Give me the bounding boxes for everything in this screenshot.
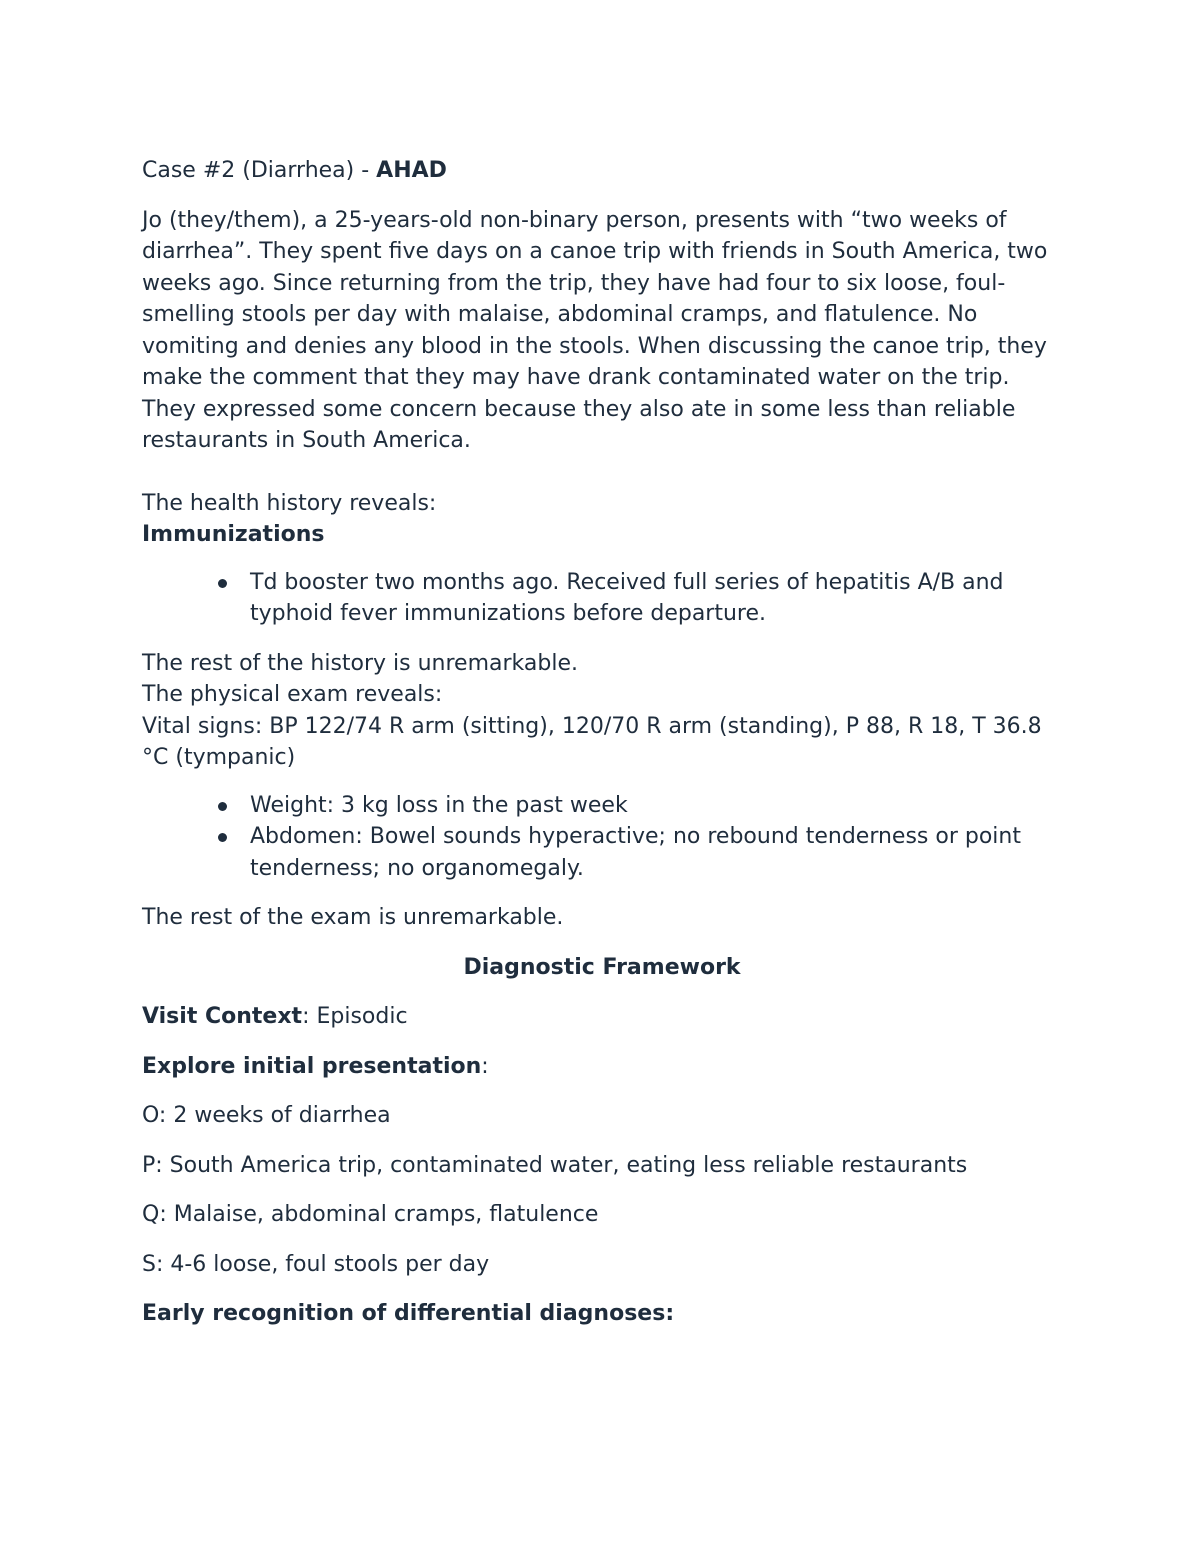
history-lead: The health history reveals: <box>142 490 437 516</box>
onset-line: O: 2 weeks of diarrhea <box>142 1103 391 1128</box>
severity-line: S: 4-6 loose, foul stools per day <box>142 1251 490 1277</box>
history-closing: The rest of the history is unremarkable. <box>142 650 578 676</box>
quality-line: Q: Malaise, abdominal cramps, flatulence <box>142 1202 599 1227</box>
visit-context-value: : Episodic <box>302 1004 408 1029</box>
document-page <box>142 155 1062 1330</box>
vital-signs: Vital signs: BP 122/74 R arm (sitting), 120/70 R arm (standing), P 88, R 18, T 36.8 °C (tympanic) <box>142 713 1042 770</box>
bullet-icon <box>218 833 227 842</box>
list-item <box>142 821 1062 884</box>
visit-context-label: Visit Context <box>142 1004 303 1029</box>
case-title-text: Case #2 (Diarrhea) - <box>142 158 377 183</box>
bullet-icon <box>218 802 227 811</box>
visit-context <box>142 1001 1062 1033</box>
explore-presentation <box>142 1051 1062 1083</box>
list-item <box>142 567 1062 630</box>
list-item <box>142 790 1062 822</box>
exam-list <box>142 790 1062 885</box>
explore-presentation-label: Explore initial presentation <box>142 1053 482 1079</box>
differential-heading-text: Early recognition of differential diagnoses: <box>142 1301 675 1326</box>
intro-paragraph: Jo (they/them), a 25-years-old non-binary person, presents with “two weeks of diarrhea”. They spent five days on a canoe trip with friends in South America, two weeks ago. Since returning from the trip, they have had four to six loose, foul-smelling stools per day with malaise, abdominal cramps, and flatulence. No vomiting and denies any blood in the stools. When discussing the canoe trip, they make the comment that they may have drank contaminated water on the trip. They expressed some concern because they also ate in some less than reliable restaurants in South America. <box>142 207 1048 453</box>
list-item-text: Weight: 3 kg loss in the past week <box>250 792 628 818</box>
case-author: AHAD <box>376 158 447 183</box>
framework-heading <box>142 952 1062 984</box>
case-title <box>142 155 1062 187</box>
immunizations-heading <box>142 519 1062 551</box>
bullet-icon <box>218 579 227 588</box>
explore-presentation-colon: : <box>481 1053 489 1079</box>
framework-heading-text: Diagnostic Framework <box>463 954 741 980</box>
immunizations-heading-text: Immunizations <box>142 522 325 547</box>
list-item-text: Abdomen: Bowel sounds hyperactive; no rebound tenderness or point tenderness; no organomegaly. <box>250 824 1021 881</box>
exam-lead: The physical exam reveals: <box>142 682 443 707</box>
exam-closing: The rest of the exam is unremarkable. <box>142 905 564 930</box>
immunizations-list <box>142 567 1062 630</box>
provocation-line: P: South America trip, contaminated water, eating less reliable restaurants <box>142 1152 968 1178</box>
list-item-text: Td booster two months ago. Received full series of hepatitis A/B and typhoid fever immunizations before departure. <box>250 569 1004 626</box>
differential-heading <box>142 1298 1062 1330</box>
